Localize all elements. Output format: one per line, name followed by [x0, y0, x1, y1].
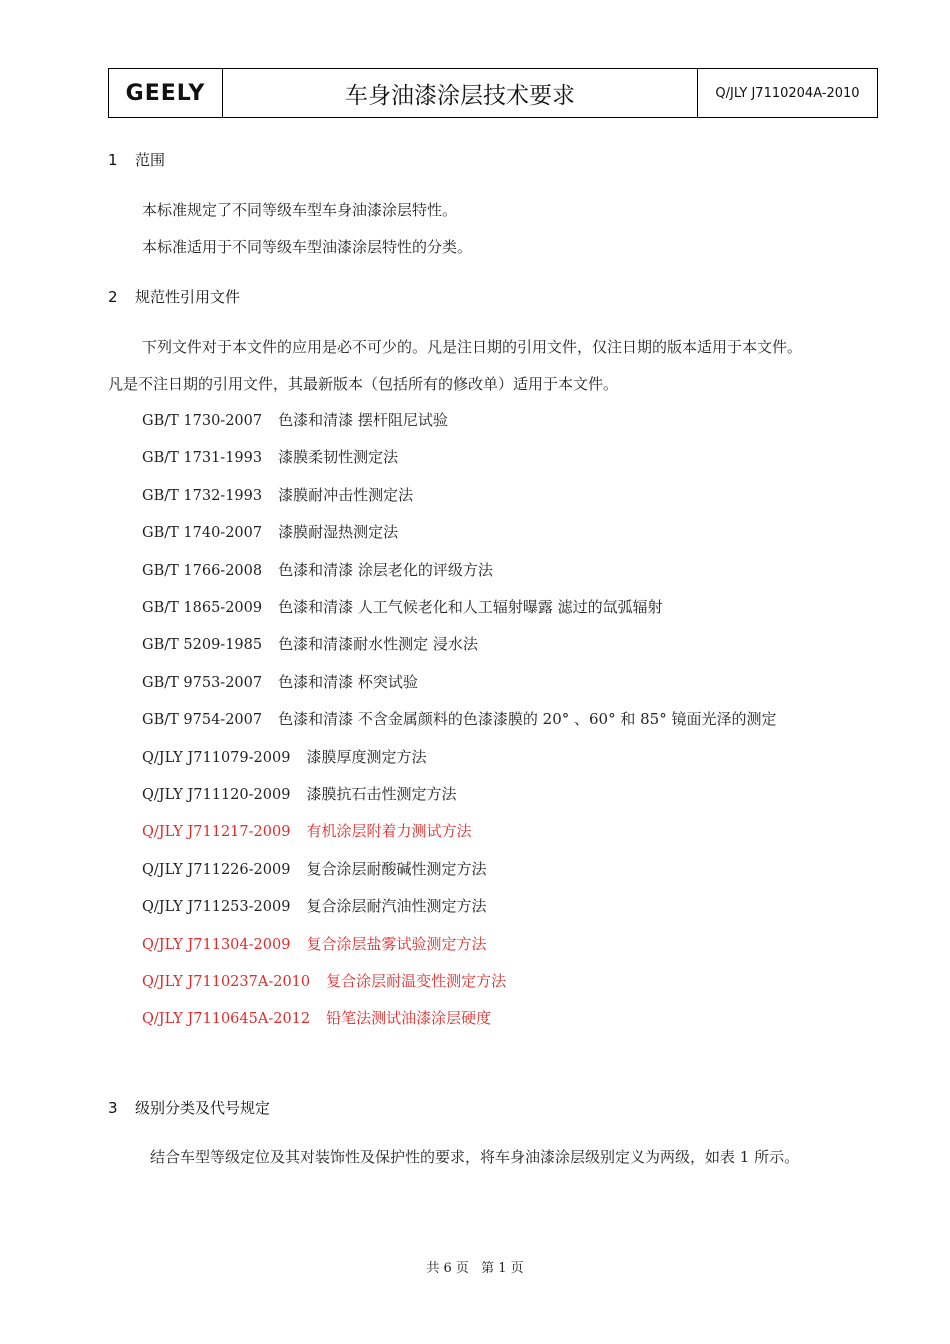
reference-code: Q/JLY J711253-2009	[142, 899, 291, 915]
reference-item	[142, 672, 418, 692]
reference-title: 漆膜柔韧性测定法	[278, 448, 399, 466]
reference-item	[142, 485, 413, 505]
section-2-heading	[108, 286, 240, 307]
reference-code: Q/JLY J711304-2009	[142, 937, 291, 953]
reference-item	[142, 634, 478, 654]
reference-item	[142, 522, 398, 542]
reference-item	[142, 747, 426, 767]
reference-title: 复合涂层盐雾试验测定方法	[306, 935, 487, 953]
section-number: 2	[108, 288, 118, 306]
reference-title: 漆膜抗石击性测定方法	[306, 785, 457, 803]
reference-title: 漆膜耐湿热测定法	[278, 523, 399, 541]
reference-item	[142, 410, 448, 430]
reference-item	[142, 1008, 491, 1028]
reference-item	[142, 821, 471, 841]
reference-item	[142, 859, 486, 879]
reference-item	[142, 709, 776, 729]
paragraph: 凡是不注日期的引用文件，其最新版本（包括所有的修改单）适用于本文件。	[108, 375, 619, 393]
reference-code: Q/JLY J711226-2009	[142, 862, 291, 878]
section-title: 级别分类及代号规定	[135, 1099, 271, 1117]
reference-code: Q/JLY J7110645A-2012	[142, 1011, 311, 1027]
section-1-heading	[108, 149, 165, 170]
section-title: 规范性引用文件	[135, 288, 241, 306]
paragraph: 结合车型等级定位及其对装饰性及保护性的要求，将车身油漆涂层级别定义为两级，如表 1 所示。	[150, 1148, 800, 1166]
reference-code: Q/JLY J711217-2009	[142, 824, 291, 840]
reference-item	[142, 447, 398, 467]
reference-item	[142, 971, 506, 991]
reference-title: 色漆和清漆 摆杆阻尼试验	[278, 411, 448, 429]
reference-title: 复合涂层耐温变性测定方法	[326, 972, 507, 990]
page-footer	[0, 1257, 950, 1276]
reference-item	[142, 784, 456, 804]
page-number: 第 1 页	[481, 1261, 524, 1276]
reference-title: 漆膜厚度测定方法	[306, 748, 427, 766]
reference-title: 铅笔法测试油漆涂层硬度	[326, 1009, 492, 1027]
reference-title: 色漆和清漆 杯突试验	[278, 673, 418, 691]
reference-code: GB/T 1732-1993	[142, 488, 263, 504]
reference-title: 色漆和清漆耐水性测定 浸水法	[278, 635, 478, 653]
reference-title: 色漆和清漆 不含金属颜料的色漆漆膜的 20° 、60° 和 85° 镜面光泽的测定	[278, 710, 777, 728]
section-title: 范围	[135, 151, 166, 169]
document-header	[108, 68, 878, 118]
reference-title: 色漆和清漆 涂层老化的评级方法	[278, 561, 493, 579]
document-code: Q/JLY J7110204A-2010	[715, 85, 860, 101]
reference-title: 有机涂层附着力测试方法	[306, 822, 472, 840]
page-total: 共 6 页	[426, 1261, 469, 1276]
brand-logo: GEELY	[109, 69, 223, 117]
reference-code: GB/T 1730-2007	[142, 413, 263, 429]
reference-code: Q/JLY J7110237A-2010	[142, 974, 311, 990]
reference-title: 复合涂层耐汽油性测定方法	[306, 897, 487, 915]
reference-item	[142, 934, 486, 954]
paragraph: 下列文件对于本文件的应用是必不可少的。凡是注日期的引用文件，仅注日期的版本适用于本文件。	[142, 338, 803, 356]
reference-item	[142, 597, 663, 617]
reference-code: GB/T 1740-2007	[142, 525, 263, 541]
reference-code: GB/T 9754-2007	[142, 712, 263, 728]
reference-code: Q/JLY J711079-2009	[142, 750, 291, 766]
paragraph: 本标准适用于不同等级车型油漆涂层特性的分类。	[142, 238, 473, 256]
section-number: 3	[108, 1099, 118, 1117]
reference-code: Q/JLY J711120-2009	[142, 787, 291, 803]
document-title: 车身油漆涂层技术要求	[223, 69, 698, 117]
paragraph: 本标准规定了不同等级车型车身油漆涂层特性。	[142, 201, 458, 219]
reference-code: GB/T 1865-2009	[142, 600, 263, 616]
reference-item	[142, 560, 493, 580]
reference-title: 漆膜耐冲击性测定法	[278, 486, 414, 504]
section-number: 1	[108, 151, 118, 169]
reference-code: GB/T 9753-2007	[142, 675, 263, 691]
reference-title: 复合涂层耐酸碱性测定方法	[306, 860, 487, 878]
reference-code: GB/T 1731-1993	[142, 450, 263, 466]
reference-title: 色漆和清漆 人工气候老化和人工辐射曝露 滤过的氙弧辐射	[278, 598, 663, 616]
reference-item	[142, 896, 486, 916]
section-3-heading	[108, 1097, 270, 1118]
reference-code: GB/T 1766-2008	[142, 563, 263, 579]
reference-code: GB/T 5209-1985	[142, 637, 263, 653]
